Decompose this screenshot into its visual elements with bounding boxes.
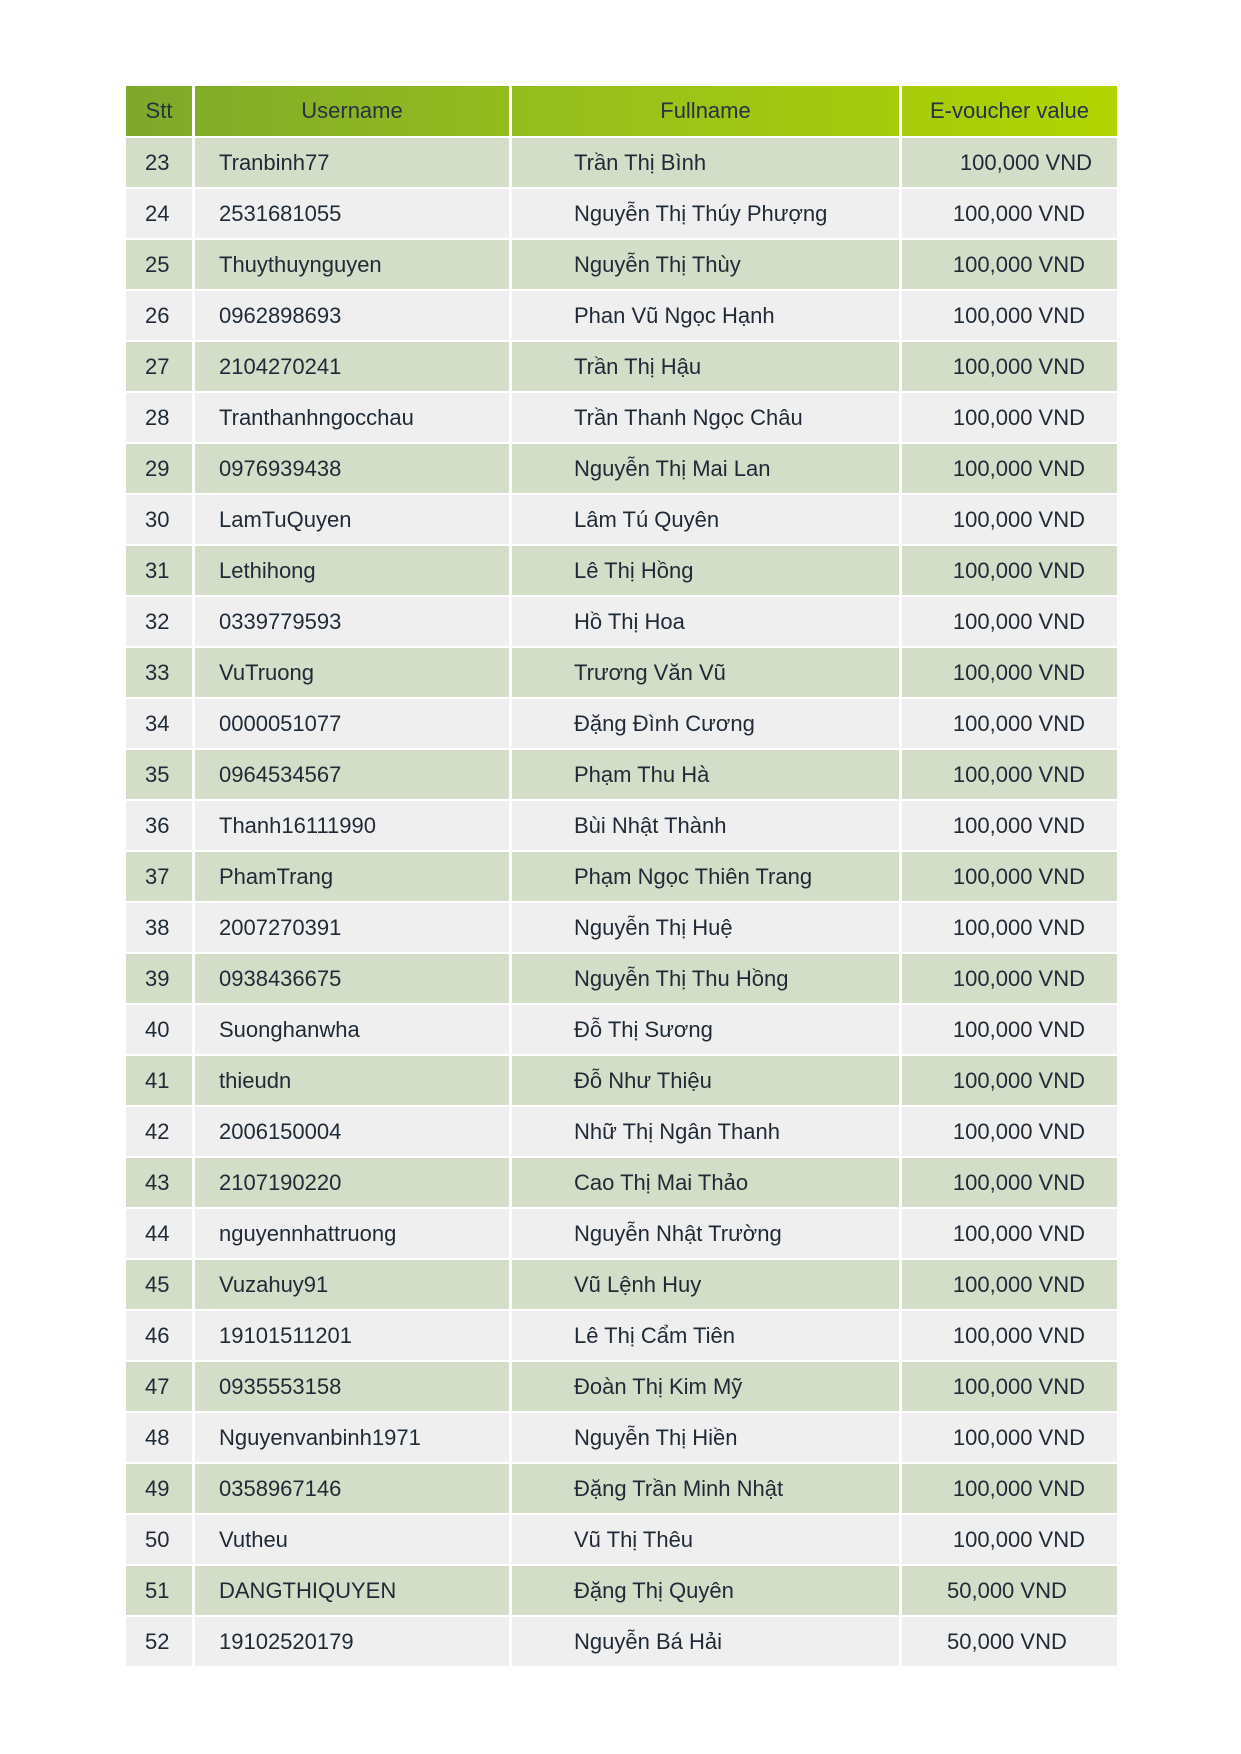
stt-cell: 34: [126, 699, 195, 750]
table-row: [126, 852, 1117, 903]
username-cell: Thuythuynguyen: [195, 240, 512, 291]
evoucher-value-cell: 100,000 VND: [902, 291, 1117, 342]
voucher-table: [126, 86, 1117, 1668]
evoucher-value-cell: 100,000 VND: [902, 1362, 1117, 1413]
username-cell: VuTruong: [195, 648, 512, 699]
table-row: [126, 1362, 1117, 1413]
username-cell: Vutheu: [195, 1515, 512, 1566]
stt-cell: 42: [126, 1107, 195, 1158]
fullname-cell: Phạm Ngọc Thiên Trang: [512, 852, 902, 903]
username-cell: 2104270241: [195, 342, 512, 393]
username-cell: Thanh16111990: [195, 801, 512, 852]
table-row: [126, 1464, 1117, 1515]
evoucher-value-cell: 100,000 VND: [902, 1107, 1117, 1158]
evoucher-value-cell: 50,000 VND: [902, 1617, 1117, 1668]
username-cell: 0000051077: [195, 699, 512, 750]
fullname-cell: Nguyễn Nhật Trường: [512, 1209, 902, 1260]
evoucher-value-cell: 100,000 VND: [902, 393, 1117, 444]
evoucher-value-cell: 100,000 VND: [902, 1056, 1117, 1107]
table-row: [126, 138, 1117, 189]
fullname-cell: Nhữ Thị Ngân Thanh: [512, 1107, 902, 1158]
username-cell: 0976939438: [195, 444, 512, 495]
evoucher-value-cell: 100,000 VND: [902, 699, 1117, 750]
fullname-cell: Trương Văn Vũ: [512, 648, 902, 699]
evoucher-value-cell: 100,000 VND: [902, 342, 1117, 393]
stt-cell: 45: [126, 1260, 195, 1311]
fullname-cell: Lê Thị Hồng: [512, 546, 902, 597]
fullname-cell: Nguyễn Thị Thu Hồng: [512, 954, 902, 1005]
fullname-cell: Vũ Thị Thêu: [512, 1515, 902, 1566]
evoucher-value-cell: 50,000 VND: [902, 1566, 1117, 1617]
stt-cell: 29: [126, 444, 195, 495]
fullname-cell: Nguyễn Thị Hiền: [512, 1413, 902, 1464]
table-row: [126, 393, 1117, 444]
evoucher-value-cell: 100,000 VND: [902, 495, 1117, 546]
evoucher-value-cell: 100,000 VND: [902, 597, 1117, 648]
table-row: [126, 903, 1117, 954]
stt-cell: 32: [126, 597, 195, 648]
evoucher-value-cell: 100,000 VND: [902, 750, 1117, 801]
fullname-cell: Cao Thị Mai Thảo: [512, 1158, 902, 1209]
fullname-cell: Trần Thị Hậu: [512, 342, 902, 393]
stt-cell: 46: [126, 1311, 195, 1362]
username-cell: 0962898693: [195, 291, 512, 342]
stt-cell: 27: [126, 342, 195, 393]
stt-cell: 47: [126, 1362, 195, 1413]
stt-cell: 25: [126, 240, 195, 291]
stt-cell: 23: [126, 138, 195, 189]
evoucher-value-cell: 100,000 VND: [902, 801, 1117, 852]
username-cell: DANGTHIQUYEN: [195, 1566, 512, 1617]
username-cell: LamTuQuyen: [195, 495, 512, 546]
table-row: [126, 750, 1117, 801]
username-cell: Vuzahuy91: [195, 1260, 512, 1311]
username-cell: 0964534567: [195, 750, 512, 801]
stt-cell: 50: [126, 1515, 195, 1566]
username-cell: Suonghanwha: [195, 1005, 512, 1056]
table-row: [126, 1209, 1117, 1260]
table-row: [126, 342, 1117, 393]
stt-cell: 33: [126, 648, 195, 699]
evoucher-value-cell: 100,000 VND: [902, 1515, 1117, 1566]
username-cell: 2006150004: [195, 1107, 512, 1158]
username-cell: 19102520179: [195, 1617, 512, 1668]
username-cell: 2531681055: [195, 189, 512, 240]
table-row: [126, 1005, 1117, 1056]
table-body: [126, 138, 1117, 1668]
table-row: [126, 597, 1117, 648]
username-cell: 0358967146: [195, 1464, 512, 1515]
username-cell: PhamTrang: [195, 852, 512, 903]
fullname-cell: Nguyễn Thị Thúy Phượng: [512, 189, 902, 240]
stt-cell: 49: [126, 1464, 195, 1515]
fullname-cell: Đoàn Thị Kim Mỹ: [512, 1362, 902, 1413]
evoucher-value-cell: 100,000 VND: [902, 1311, 1117, 1362]
evoucher-value-cell: 100,000 VND: [902, 1005, 1117, 1056]
stt-cell: 51: [126, 1566, 195, 1617]
username-cell: Nguyenvanbinh1971: [195, 1413, 512, 1464]
evoucher-value-cell: 100,000 VND: [902, 138, 1117, 189]
evoucher-value-cell: 100,000 VND: [902, 1209, 1117, 1260]
table-row: [126, 648, 1117, 699]
fullname-cell: Bùi Nhật Thành: [512, 801, 902, 852]
table-row: [126, 1158, 1117, 1209]
header-username: Username: [195, 86, 512, 138]
fullname-cell: Phạm Thu Hà: [512, 750, 902, 801]
stt-cell: 52: [126, 1617, 195, 1668]
evoucher-value-cell: 100,000 VND: [902, 444, 1117, 495]
username-cell: 0339779593: [195, 597, 512, 648]
table-row: [126, 1515, 1117, 1566]
table-row: [126, 1617, 1117, 1668]
stt-cell: 35: [126, 750, 195, 801]
stt-cell: 48: [126, 1413, 195, 1464]
evoucher-value-cell: 100,000 VND: [902, 903, 1117, 954]
fullname-cell: Vũ Lệnh Huy: [512, 1260, 902, 1311]
stt-cell: 44: [126, 1209, 195, 1260]
stt-cell: 24: [126, 189, 195, 240]
table-row: [126, 1311, 1117, 1362]
username-cell: Tranthanhngocchau: [195, 393, 512, 444]
username-cell: Lethihong: [195, 546, 512, 597]
evoucher-value-cell: 100,000 VND: [902, 648, 1117, 699]
fullname-cell: Nguyễn Thị Mai Lan: [512, 444, 902, 495]
username-cell: 2007270391: [195, 903, 512, 954]
table-row: [126, 1566, 1117, 1617]
fullname-cell: Lâm Tú Quyên: [512, 495, 902, 546]
fullname-cell: Đỗ Thị Sương: [512, 1005, 902, 1056]
fullname-cell: Nguyễn Bá Hải: [512, 1617, 902, 1668]
table-row: [126, 1413, 1117, 1464]
table-row: [126, 240, 1117, 291]
username-cell: 0935553158: [195, 1362, 512, 1413]
table-row: [126, 801, 1117, 852]
stt-cell: 40: [126, 1005, 195, 1056]
stt-cell: 41: [126, 1056, 195, 1107]
stt-cell: 30: [126, 495, 195, 546]
header-row: [126, 86, 1117, 138]
fullname-cell: Đặng Trần Minh Nhật: [512, 1464, 902, 1515]
fullname-cell: Đỗ Như Thiệu: [512, 1056, 902, 1107]
table-row: [126, 291, 1117, 342]
evoucher-value-cell: 100,000 VND: [902, 1413, 1117, 1464]
stt-cell: 28: [126, 393, 195, 444]
stt-cell: 26: [126, 291, 195, 342]
fullname-cell: Trần Thị Bình: [512, 138, 902, 189]
evoucher-value-cell: 100,000 VND: [902, 1158, 1117, 1209]
fullname-cell: Nguyễn Thị Huệ: [512, 903, 902, 954]
evoucher-value-cell: 100,000 VND: [902, 1464, 1117, 1515]
table-row: [126, 1260, 1117, 1311]
evoucher-value-cell: 100,000 VND: [902, 546, 1117, 597]
stt-cell: 39: [126, 954, 195, 1005]
evoucher-value-cell: 100,000 VND: [902, 240, 1117, 291]
stt-cell: 31: [126, 546, 195, 597]
fullname-cell: Phan Vũ Ngọc Hạnh: [512, 291, 902, 342]
stt-cell: 43: [126, 1158, 195, 1209]
table-row: [126, 189, 1117, 240]
fullname-cell: Nguyễn Thị Thùy: [512, 240, 902, 291]
fullname-cell: Hồ Thị Hoa: [512, 597, 902, 648]
evoucher-value-cell: 100,000 VND: [902, 954, 1117, 1005]
stt-cell: 37: [126, 852, 195, 903]
fullname-cell: Đặng Thị Quyên: [512, 1566, 902, 1617]
username-cell: nguyennhattruong: [195, 1209, 512, 1260]
username-cell: 0938436675: [195, 954, 512, 1005]
evoucher-value-cell: 100,000 VND: [902, 852, 1117, 903]
username-cell: thieudn: [195, 1056, 512, 1107]
table-row: [126, 1107, 1117, 1158]
username-cell: 19101511201: [195, 1311, 512, 1362]
username-cell: Tranbinh77: [195, 138, 512, 189]
table-row: [126, 954, 1117, 1005]
username-cell: 2107190220: [195, 1158, 512, 1209]
fullname-cell: Lê Thị Cẩm Tiên: [512, 1311, 902, 1362]
table-row: [126, 444, 1117, 495]
table-row: [126, 495, 1117, 546]
table-header: [126, 86, 1117, 138]
table-row: [126, 699, 1117, 750]
stt-cell: 38: [126, 903, 195, 954]
fullname-cell: Trần Thanh Ngọc Châu: [512, 393, 902, 444]
evoucher-value-cell: 100,000 VND: [902, 1260, 1117, 1311]
fullname-cell: Đặng Đình Cương: [512, 699, 902, 750]
header-evoucher-value: E-voucher value: [902, 86, 1117, 138]
table-row: [126, 546, 1117, 597]
table-row: [126, 1056, 1117, 1107]
header-stt: Stt: [126, 86, 195, 138]
evoucher-value-cell: 100,000 VND: [902, 189, 1117, 240]
header-fullname: Fullname: [512, 86, 902, 138]
stt-cell: 36: [126, 801, 195, 852]
